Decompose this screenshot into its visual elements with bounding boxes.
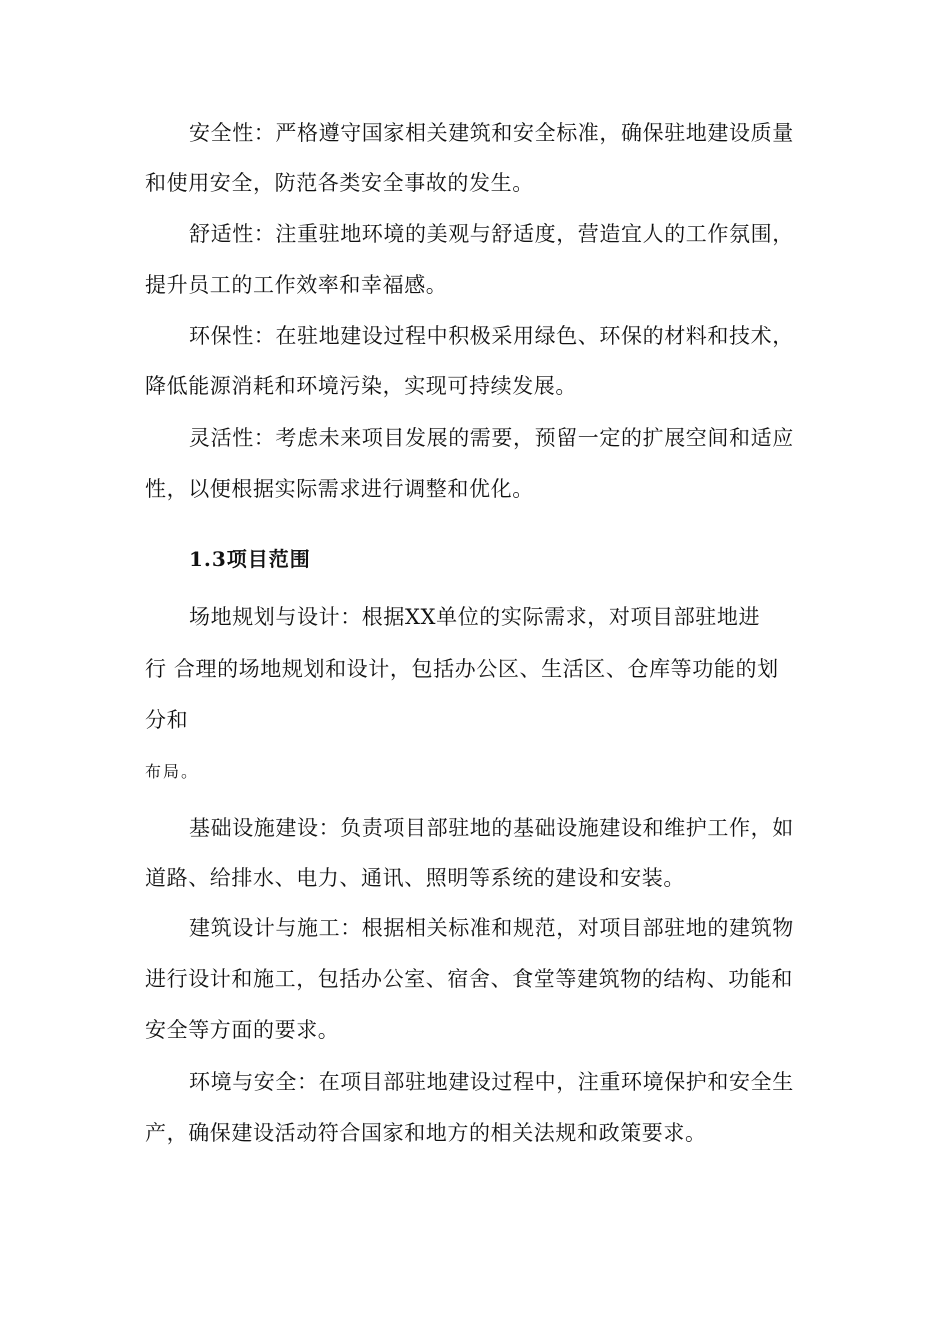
- site-planning-line-3: 分和: [145, 708, 189, 732]
- comfort-line-1: 舒适性：注重驻地环境的美观与舒适度，营造宜人的工作氛围，: [189, 222, 794, 246]
- safety-line-2: 和使用安全，防范各类安全事故的发生。: [145, 171, 534, 195]
- flexibility-line-1: 灵活性：考虑未来项目发展的需要，预留一定的扩展空间和适应: [189, 426, 794, 450]
- comfort-line-2: 提升员工的工作效率和幸福感。: [145, 273, 448, 297]
- section-heading: 1.3项目范围: [189, 547, 311, 571]
- architecture-line-1: 建筑设计与施工：根据相关标准和规范，对项目部驻地的建筑物: [189, 916, 794, 940]
- architecture-line-3: 安全等方面的要求。: [145, 1018, 340, 1042]
- architecture-line-2: 进行设计和施工，包括办公室、宿舍、食堂等建筑物的结构、功能和: [145, 967, 793, 991]
- site-planning-line-1: 场地规划与设计：根据XX单位的实际需求，对项目部驻地进: [189, 605, 761, 629]
- safety-line-1: 安全性：严格遵守国家相关建筑和安全标准，确保驻地建设质量: [189, 121, 794, 145]
- environment-line-1: 环保性：在驻地建设过程中积极采用绿色、环保的材料和技术，: [189, 324, 794, 348]
- flexibility-line-2: 性，以便根据实际需求进行调整和优化。: [145, 477, 534, 501]
- site-planning-line-2: 行 合理的场地规划和设计，包括办公区、生活区、仓库等功能的划: [145, 657, 779, 681]
- env-safety-line-1: 环境与安全：在项目部驻地建设过程中，注重环境保护和安全生: [189, 1070, 794, 1094]
- infrastructure-line-2: 道路、给排水、电力、通讯、照明等系统的建设和安装。: [145, 866, 685, 890]
- env-safety-line-2: 产，确保建设活动符合国家和地方的相关法规和政策要求。: [145, 1121, 707, 1145]
- environment-line-2: 降低能源消耗和环境污染，实现可持续发展。: [145, 374, 577, 398]
- site-planning-line-4: 布局。: [145, 762, 200, 781]
- infrastructure-line-1: 基础设施建设：负责项目部驻地的基础设施建设和维护工作，如: [189, 816, 794, 840]
